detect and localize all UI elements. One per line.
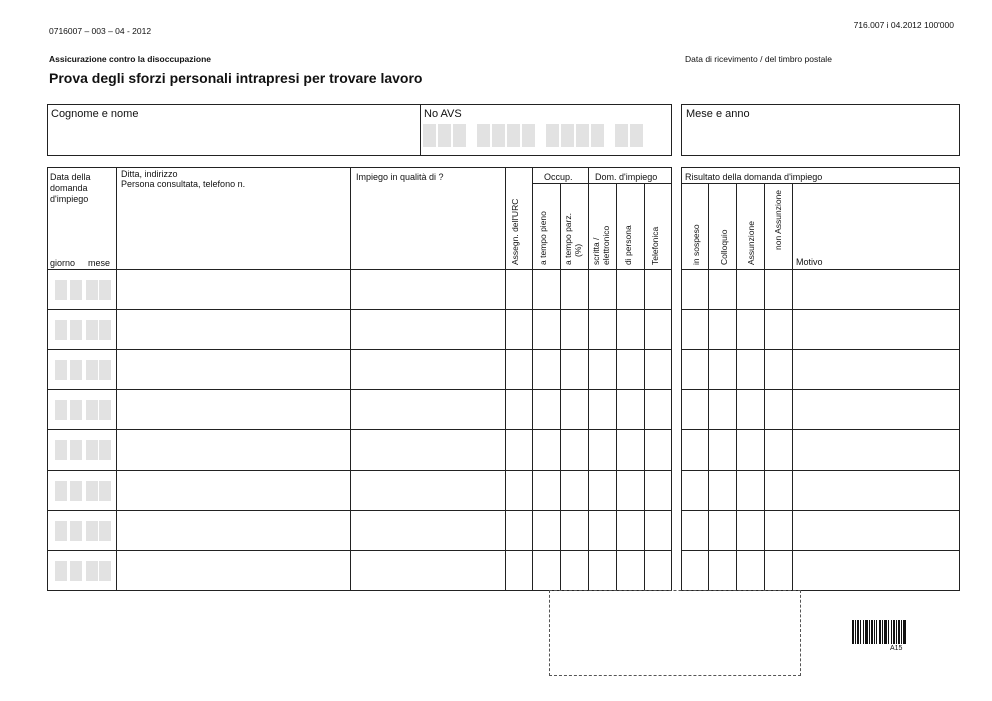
date-digit-cell[interactable] [70,400,82,420]
date-digit-cell[interactable] [70,360,82,380]
column-divider [736,183,737,590]
page-title: Prova degli sforzi personali intrapresi per trovare lavoro [49,70,423,86]
date-digit-cell[interactable] [99,400,111,420]
table-row-line [681,269,959,270]
date-digit-cell[interactable] [70,521,82,541]
barcode-bar [869,620,870,644]
month-label: mese [88,258,111,268]
avs-digit-cell[interactable] [615,124,628,147]
barcode-bar [898,620,900,644]
barcode-bar [857,620,859,644]
column-divider [532,183,533,590]
barcode-bar [896,620,897,644]
result-header: Risultato della domanda d'impiego [685,172,823,182]
date-digit-cell[interactable] [55,400,67,420]
avs-label: No AVS [424,108,462,120]
date-digit-cell[interactable] [55,360,67,380]
group-header-divider [532,183,671,184]
table-row-line [47,389,671,390]
pending-header: in sospeso [691,224,701,265]
date-digit-cell[interactable] [86,280,98,300]
barcode-bar [901,620,902,644]
date-digit-cell[interactable] [55,320,67,340]
not-hired-header: non Assunzione [773,189,783,250]
barcode-bar [891,620,892,644]
position-header: Impiego in qualità di ? [356,172,444,182]
column-divider [708,183,709,590]
table-row-line [47,550,671,551]
month-year-field[interactable] [681,104,960,156]
table-row-line [681,510,959,511]
date-digit-cell[interactable] [70,440,82,460]
form-code: 0716007 – 003 – 04 - 2012 [49,26,152,36]
avs-digit-cell[interactable] [453,124,466,147]
avs-digit-cell[interactable] [477,124,490,147]
date-digit-cell[interactable] [99,521,111,541]
part-time-header: a tempo parz. (%) [563,213,583,265]
date-digit-cell[interactable] [70,280,82,300]
column-divider [792,183,793,590]
date-digit-cell[interactable] [86,400,98,420]
column-divider [588,167,589,183]
group-header-divider [681,183,959,184]
column-divider [505,167,506,590]
date-digit-cell[interactable] [55,521,67,541]
date-digit-cell[interactable] [86,521,98,541]
table-row-line [681,389,959,390]
avs-digit-cell[interactable] [492,124,505,147]
avs-digit-cell[interactable] [522,124,535,147]
barcode-bar [893,620,895,644]
table-row-line [47,470,671,471]
avs-digit-cell[interactable] [576,124,589,147]
barcode-bar [879,620,881,644]
date-digit-cell[interactable] [70,561,82,581]
results-table [681,167,960,591]
barcode-bar [865,620,868,644]
table-row-line [681,550,959,551]
full-time-header: a tempo pieno [538,211,548,265]
table-row-line [47,429,671,430]
date-header: Data della domanda d'impiego [50,172,91,204]
table-row-line [47,309,671,310]
barcode-bar [852,620,854,644]
barcode [852,620,940,656]
barcode-bar [903,620,906,644]
applications-table [47,167,672,591]
date-digit-cell[interactable] [86,440,98,460]
barcode-bar [855,620,856,644]
date-digit-cell[interactable] [99,440,111,460]
avs-digit-cell[interactable] [438,124,451,147]
barcode-bar [871,620,873,644]
column-divider [350,167,351,590]
avs-field[interactable] [420,104,672,156]
date-digit-cell[interactable] [86,360,98,380]
barcode-bar [860,620,861,644]
barcode-bar [863,620,864,644]
application-header: Dom. d'impiego [595,172,658,182]
hired-header: Assunzione [746,221,756,265]
urc-header: Assegn. dell'URC [510,198,520,265]
date-digit-cell[interactable] [99,320,111,340]
month-year-label: Mese e anno [686,108,750,120]
date-digit-cell[interactable] [99,280,111,300]
date-digit-cell[interactable] [99,561,111,581]
date-digit-cell[interactable] [86,481,98,501]
date-digit-cell[interactable] [86,561,98,581]
table-row-line [681,309,959,310]
date-digit-cell[interactable] [99,360,111,380]
table-row-line [681,470,959,471]
column-divider [616,183,617,590]
phone-header: Telefonica [650,226,660,265]
barcode-bar [888,620,889,644]
column-divider [116,167,117,590]
date-digit-cell[interactable] [99,481,111,501]
date-digit-cell[interactable] [55,481,67,501]
avs-digit-cell[interactable] [507,124,520,147]
name-label: Cognome e nome [51,108,139,120]
table-row-line [681,349,959,350]
receipt-note: Data di ricevimento / del timbro postale [685,54,832,64]
column-divider [532,167,533,183]
avs-digit-cell[interactable] [630,124,643,147]
occupation-header: Occup. [544,172,573,182]
date-digit-cell[interactable] [55,280,67,300]
date-digit-cell[interactable] [86,320,98,340]
postal-stamp-area [549,590,801,676]
table-row-line [47,269,671,270]
date-digit-cell[interactable] [55,440,67,460]
avs-digit-cell[interactable] [546,124,559,147]
column-divider [588,183,589,590]
barcode-label: A15 [890,645,903,652]
column-divider [764,183,765,590]
date-digit-cell[interactable] [55,561,67,581]
avs-digit-cell[interactable] [561,124,574,147]
date-digit-cell[interactable] [70,320,82,340]
column-divider [560,183,561,590]
form-reference: 716.007 i 04.2012 100'000 [853,20,954,30]
barcode-bar [874,620,875,644]
interview-header: Colloquio [719,229,729,265]
company-header: Ditta, indirizzo Persona consultata, telefono n. [121,169,246,189]
avs-digit-cell[interactable] [423,124,436,147]
table-row-line [681,429,959,430]
table-row-line [47,510,671,511]
name-field[interactable] [47,104,421,156]
barcode-bar [876,620,877,644]
barcode-bar [882,620,883,644]
table-row-line [47,349,671,350]
written-header: scritta / elettronico [591,225,611,265]
in-person-header: di persona [623,225,633,265]
day-label: giorno [50,258,76,268]
column-divider [644,183,645,590]
date-digit-cell[interactable] [70,481,82,501]
barcode-bar [884,620,887,644]
avs-digit-cell[interactable] [591,124,604,147]
reason-header: Motivo [796,257,823,267]
department-label: Assicurazione contro la disoccupazione [49,54,212,64]
